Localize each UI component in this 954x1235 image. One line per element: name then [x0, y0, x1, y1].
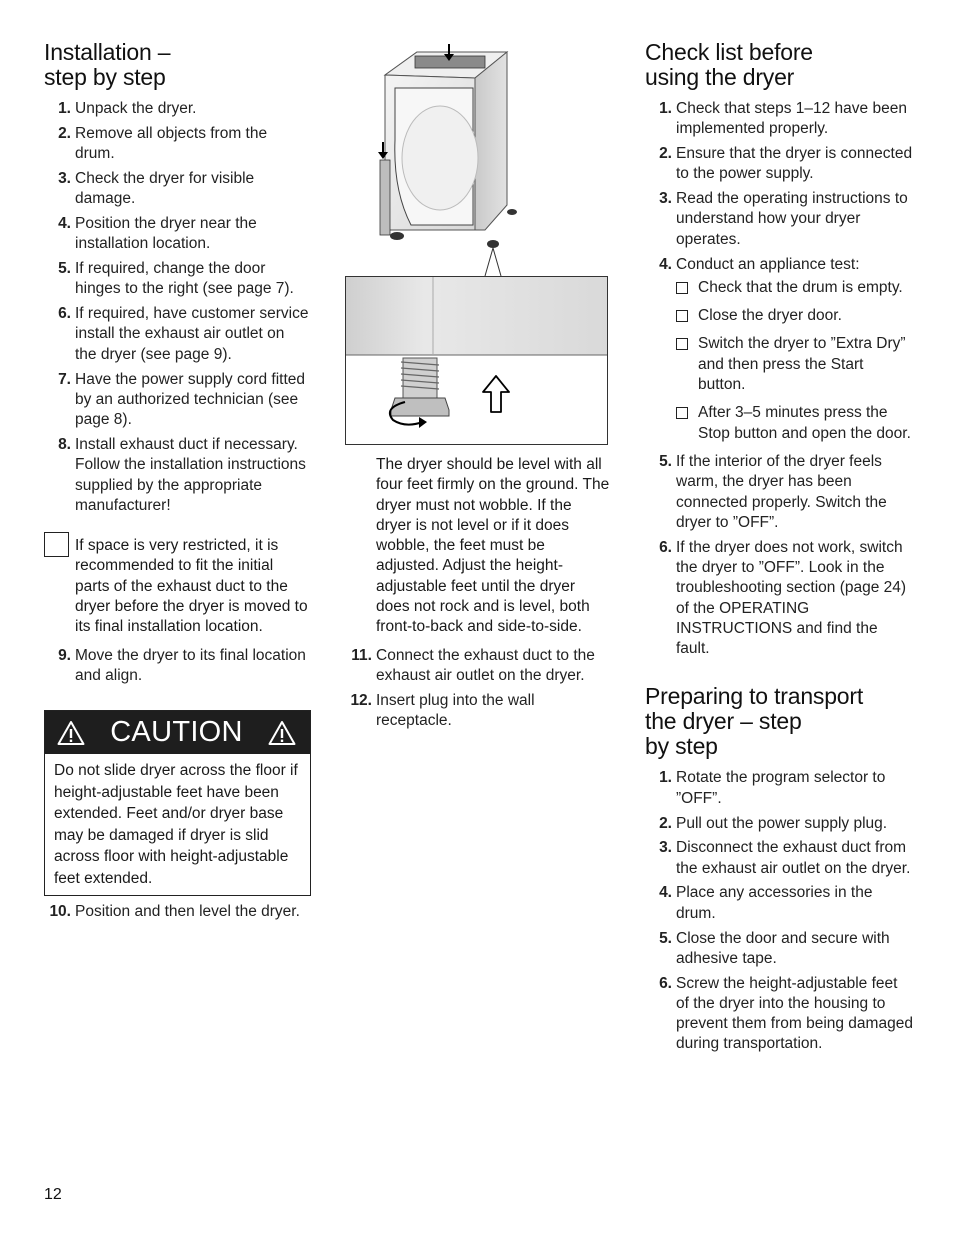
installation-steps-col2	[345, 646, 610, 732]
step-number: 3.	[659, 839, 672, 857]
step-number: 9.	[58, 646, 71, 664]
step-text: Remove all objects from the drum.	[75, 124, 268, 163]
checkbox-icon	[676, 338, 688, 350]
step-number: 12.	[350, 691, 372, 709]
step-number: 5.	[659, 452, 672, 470]
step-text: Screw the height-adjustable feet of the dryer into the housing to prevent them from being damaged during transportation.	[676, 974, 913, 1053]
step-number: 1.	[58, 100, 71, 117]
step-number: 1.	[659, 100, 672, 117]
installation-column	[44, 40, 310, 927]
step-text: Position the dryer near the installation location.	[75, 214, 257, 253]
step-item	[645, 974, 913, 1055]
foot-closeup-icon	[346, 277, 608, 445]
step-number: 4.	[659, 255, 672, 273]
step-text: Ensure that the dryer is connected to the power supply.	[676, 145, 913, 183]
warning-icon	[268, 720, 296, 746]
step-item	[645, 255, 913, 444]
step-item	[44, 124, 310, 165]
test-item	[676, 403, 913, 444]
step-item	[345, 691, 610, 732]
note-block	[44, 536, 310, 637]
step-text: Pull out the power supply plug.	[676, 814, 888, 832]
test-item-text: Switch the dryer to ”Extra Dry” and then press the Start button.	[698, 335, 906, 394]
installation-steps-cont	[44, 646, 310, 687]
step-item	[44, 646, 310, 687]
caution-title: CAUTION	[110, 716, 243, 749]
checkbox-icon	[676, 407, 688, 419]
installation-heading	[44, 40, 310, 90]
step-item	[44, 169, 310, 210]
step-text: Check the dryer for visible damage.	[75, 169, 255, 208]
step-number: 6.	[58, 305, 71, 323]
step-number: 2.	[659, 814, 672, 832]
step-text: Read the operating instructions to understand how your dryer operates.	[676, 190, 908, 248]
step-text: If required, have customer service install the exhaust air outlet on the dryer (see page 9).	[75, 305, 309, 363]
installation-steps	[44, 99, 310, 516]
transport-heading	[645, 684, 913, 759]
warning-icon	[57, 720, 85, 746]
step-number: 6.	[659, 974, 672, 992]
heading-line: Installation –	[44, 39, 171, 65]
step-text: Have the power supply cord fitted by an authorized technician (see page 8).	[75, 370, 306, 429]
step-number: 5.	[58, 260, 71, 278]
caution-text: Do not slide dryer across the floor if height-adjustable feet have been extended. Feet and/or dryer base may be damaged if dryer is slid across floor with height-adjustable feet extended.	[54, 762, 298, 887]
step-text: Check that steps 1–12 have been implemented properly.	[676, 100, 907, 138]
step-text: Move the dryer to its final location and align.	[75, 646, 306, 684]
step-number: 4.	[58, 214, 71, 232]
step-text: Place any accessories in the drum.	[676, 884, 873, 922]
step-item	[44, 370, 310, 431]
note-icon	[44, 532, 69, 557]
step-number: 7.	[58, 370, 71, 388]
step-text: If required, change the door hinges to the right (see page 7).	[75, 260, 294, 298]
installation-steps-final	[44, 902, 310, 922]
step-number: 4.	[659, 884, 672, 902]
step-number: 11.	[351, 646, 372, 664]
step-text: Unpack the dryer.	[75, 100, 197, 117]
caution-box	[44, 710, 311, 896]
dryer-icon	[378, 44, 517, 248]
step-item	[645, 99, 913, 140]
step-item	[645, 144, 913, 185]
step-item	[44, 214, 310, 255]
step-text: Install exhaust duct if necessary. Follow the installation instructions supplied by the appropriate manufacturer!	[75, 435, 306, 514]
heading-line: Preparing to transport	[645, 683, 864, 710]
page-number: 12	[44, 1186, 62, 1203]
step-item	[645, 929, 913, 970]
checklist-column	[645, 40, 913, 1059]
step-item	[645, 538, 913, 660]
dryer-leveling-illustration	[345, 40, 608, 445]
checklist-heading	[645, 40, 913, 90]
step-item	[645, 814, 913, 834]
transport-steps	[645, 768, 913, 1054]
test-item-text: Close the dryer door.	[698, 307, 842, 325]
test-item	[676, 306, 913, 326]
step-text: Disconnect the exhaust duct from the exhaust air outlet on the dryer.	[676, 839, 911, 877]
step-text: Conduct an appliance test:	[676, 255, 860, 273]
heading-line: Check list before	[645, 39, 813, 65]
step-number: 3.	[58, 169, 71, 187]
step-text: Position and then level the dryer.	[75, 903, 300, 921]
test-item-text: After 3–5 minutes press the Stop button and open the door.	[698, 404, 911, 442]
step-text: Close the door and secure with adhesive tape.	[676, 929, 890, 967]
step-number: 2.	[659, 145, 672, 163]
step-item	[44, 99, 310, 119]
checkbox-icon	[676, 282, 688, 294]
step-item	[645, 189, 913, 250]
step-number: 6.	[659, 538, 672, 556]
step-number: 8.	[58, 435, 71, 453]
step-item	[345, 646, 610, 687]
step-number: 5.	[659, 929, 672, 947]
test-item	[676, 334, 913, 395]
heading-line: the dryer – step	[645, 708, 802, 735]
step-item	[645, 768, 913, 809]
step-text: Insert plug into the wall receptacle.	[376, 691, 535, 730]
heading-line: using the dryer	[645, 64, 795, 90]
caution-header	[45, 711, 310, 754]
step-item	[645, 838, 913, 879]
step-item	[44, 902, 310, 922]
step-item	[44, 304, 310, 365]
appliance-test-list	[676, 278, 913, 444]
test-item	[676, 278, 913, 298]
test-item-text: Check that the drum is empty.	[698, 278, 903, 296]
checklist-steps	[645, 99, 913, 659]
step-text: Rotate the program selector to ”OFF”.	[676, 769, 886, 807]
step-text: If the dryer does not work, switch the dryer to ”OFF”. Look in the troubleshooting section (page 24) of the OPERATING INSTRUCTIONS and find the fault.	[676, 538, 907, 658]
step-item	[44, 259, 310, 300]
step-number: 3.	[659, 190, 672, 208]
heading-line: by step	[645, 733, 718, 760]
step-number: 2.	[58, 124, 71, 142]
step-number: 10.	[49, 903, 71, 921]
leveling-column	[345, 455, 610, 736]
leveling-text: The dryer should be level with all four feet firmly on the ground. The dryer must not wobble. If the dryer is not level or if it does wobble, the feet must be adjusted. Adjust the height-adjustable feet until the dryer does not rock and is level, both front-to-back and side-to-side.	[376, 456, 610, 636]
step-text: Connect the exhaust duct to the exhaust air outlet on the dryer.	[376, 646, 595, 684]
step-number: 1.	[659, 769, 672, 787]
step-item	[645, 452, 913, 533]
step-text: If the interior of the dryer feels warm, the dryer has been connected properly. Switch the dryer to ”OFF”.	[676, 452, 887, 531]
heading-line: step by step	[44, 64, 166, 90]
step-item	[645, 883, 913, 924]
note-text: If space is very restricted, it is recommended to fit the initial parts of the exhaust duct to the dryer before the dryer is moved to its final installation location.	[75, 537, 308, 636]
step-item	[44, 435, 310, 516]
checkbox-icon	[676, 310, 688, 322]
